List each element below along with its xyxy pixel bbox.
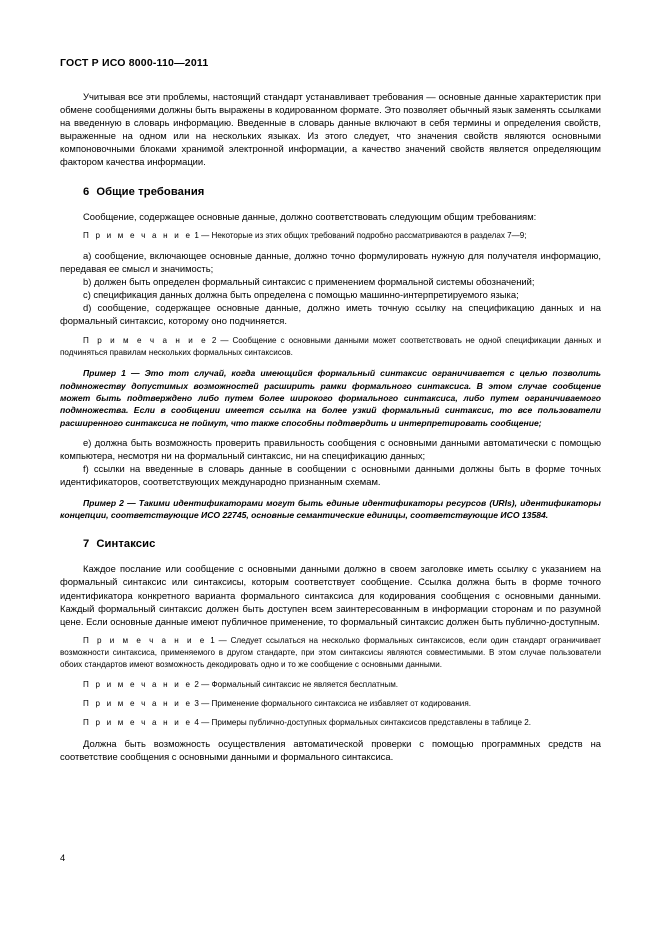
list-item-a: a) сообщение, включающее основные данные, должно точно формулировать нужную для получателя информацию, передавая ее смысл и значимость; [60,249,601,275]
section6-example-2 [60,497,601,522]
list-item-b: b) должен быть определен формальный синтаксис с применением формальной системы обозначений; [83,276,535,288]
note-text: 1 — Некоторые из этих общих требований подробно рассматриваются в разделах 7—9; [194,230,527,240]
section-number-7: 7 [83,538,90,551]
section7-note-2 [60,679,601,691]
example-text: — Такими идентификаторами могут быть единые идентификаторы ресурсов (URIs), идентификаторы концепции, соответствующие ИСО 22745, основные семантические единицы, соответствующие ИСО 13584. [60,497,602,520]
section-heading-7 [83,538,601,550]
page-content [60,57,601,763]
example-text: — Это тот случай, когда имеющийся формальный синтаксис ограничивается с целью позволить подмножеству допустимых возможностей расширить рамки формального синтаксиса. В этом случае сообщение может быть подтверждено либо путем более широкого формального синтаксиса, либо путем ограничиваемого подмножества. Если в сообщении имеется ссылка на более узкий формальный синтаксис, то все пользователи расширенного синтаксиса не поймут, что также способны подтвердить и интерпретировать сообщение; [60,368,601,428]
note-label: П р и м е ч а н и е [83,679,193,689]
page-number: 4 [60,852,66,863]
section6-example-1 [60,367,601,429]
list-item-e: e) должна быть возможность проверить правильность сообщения с основными данными автоматически с помощью компьютера, несмотря ни на формальный синтаксис, ни на спецификацию данных; [60,437,601,462]
spacer [60,429,601,436]
note-label: П р и м е ч а н и е [83,635,207,645]
section-title-7: Синтаксис [96,538,156,551]
note-label: П р и м е ч а н и е [83,718,193,728]
section6-note-2 [60,335,601,360]
section6-lead-paragraph: Сообщение, содержащее основные данные, должно соответствовать следующим общим требованиям: [83,210,537,222]
note-text: 2 — Формальный синтаксис не является бесплатным. [194,679,399,689]
note-text: 2 — Сообщение с основными данными может соответствовать не одной спецификации данных и подчиняться правилам нескольких формальных синтаксисов. [60,335,601,357]
list-item-c: c) спецификация данных должна быть определена с помощью машинно-интерпретируемого языка; [83,289,519,301]
document-header-standard-number: ГОСТ Р ИСО 8000-110—2011 [60,57,209,69]
note-text: 1 — Следует ссылаться на несколько формальных синтаксисов, если один стандарт ограничивает возможности синтаксиса, применяемого в другом стандарте, при этом синтаксисы являются совместимыми. В этом случае пользователи обоих стандартов имеют возможность декодировать одно и то же сообщение с основными данными. [60,635,602,670]
example-label: Пример 2 [83,497,124,508]
example-label: Пример 1 [83,368,126,379]
note-label: П р и м е ч а н и е [83,335,208,345]
section7-closing-paragraph: Должна быть возможность осуществления автоматической проверки с помощью программных средств на соответствие сообщения с основными данными и формального синтаксиса. [60,737,601,762]
note-label: П р и м е ч а н и е [83,230,193,240]
section-heading-6 [83,186,601,198]
section7-note-1 [60,635,601,672]
spacer [60,730,601,737]
section6-note-1 [60,230,601,242]
spacer [60,242,601,249]
note-label: П р и м е ч а н и е [83,698,193,708]
note-text: 3 — Применение формального синтаксиса не избавляет от кодирования. [194,698,471,708]
section-number-6: 6 [83,185,90,198]
section7-note-4 [60,717,601,729]
section7-lead-paragraph: Каждое послание или сообщение с основными данными должно в своем заголовке иметь ссылку с указанием на формальный синтаксис или синтаксисы, которым соответствует сообщение. Ссылка должна быть в форме точного идентификатора конкретного варианта формального синтаксиса для кодирования сообщения с основными данными. Каждый формальный синтаксис должен быть доступен всем заинтересованным в информации сторонам и по разумной цене. Если основные данные имеют публичное применение, то формальный синтаксис должен быть публично-доступным. [60,563,601,627]
note-text: 4 — Примеры публично-доступных формальных синтаксисов представлены в таблице 2. [194,718,531,728]
section7-note-3 [60,698,601,710]
list-item-f: f) ссылки на введенные в словарь данные в сообщении с основными данными должны быть в форме точных идентификаторов, соответствующих международно признанным схемам. [60,463,601,488]
list-item-d: d) сообщение, содержащее основные данные, должно иметь точную ссылку на спецификацию данных и на формальный синтаксис, которому оно подчиняется. [60,302,601,327]
section-title-6: Общие требования [96,185,205,198]
intro-paragraph: Учитывая все эти проблемы, настоящий стандарт устанавливает требования — основные данные характеристик при обмене сообщениями должны быть выражены в кодированном формате. Это позволяет обычный язык заменять ссылками на введенную в словарь информацию. Введенные в словарь данные включают в себя термины и определения свойств, выраженные на одном или на нескольких языках. Из этого следует, что значения свойств являются основными компоновочными блоками хранимой электронной информации, а качество значений свойств является определяющим фактором качества информации. [60,91,601,168]
